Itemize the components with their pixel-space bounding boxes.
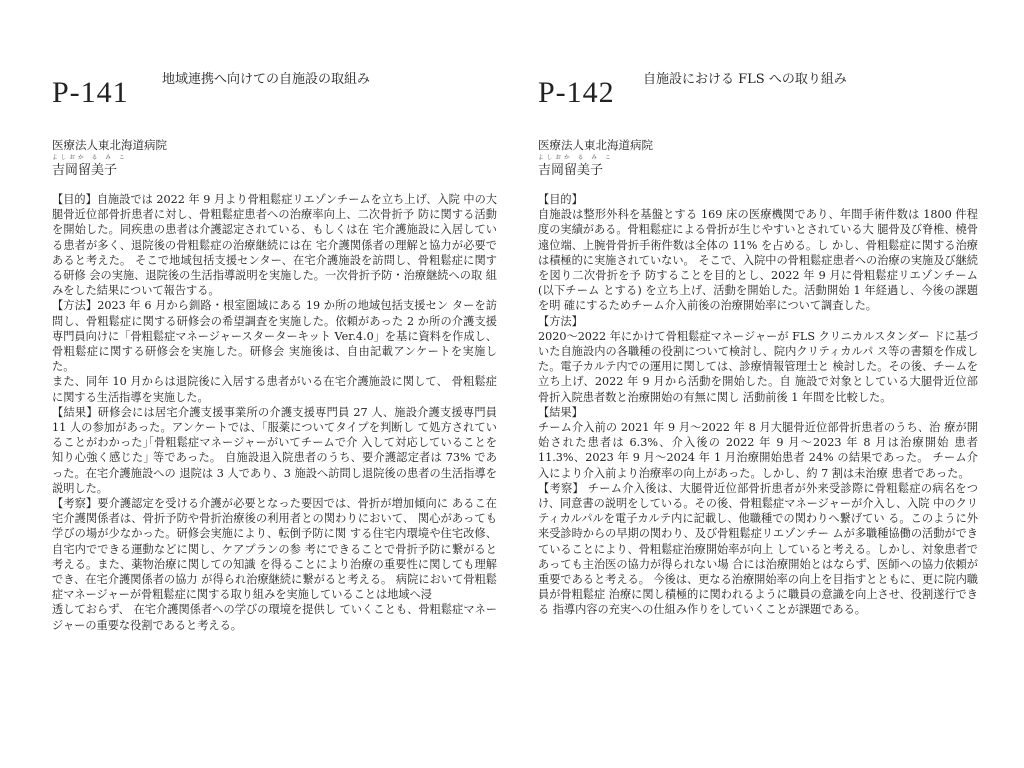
abstract-number: P-142 — [538, 76, 615, 109]
section-method-cont: また、同年 10 月からは退院後に入居する患者がいる在宅介護施設に関して、 骨粗鬆症に関する生活指導を実施した。 — [52, 375, 497, 404]
section-result: 【結果】研修会には居宅介護支援事業所の介護支援専門員 27 人、施設介護支援専門員 11 人の参加があった。アンケートでは、｢服薬についてタイプを判断し て処方されていることがわかった｣｢骨粗鬆症マネージャーがいてチームで介 入して対応していることを知り心強く感じた｣ 等であった。 自施設退入院患者のうち、要介護認定者は 73% であった。在宅介護施設への 退院は 3 人であり、3 施設へ訪問し退院後の患者の生活指導を説明した。 — [52, 405, 497, 495]
abstract-number: P-141 — [52, 76, 129, 109]
section-objective: 自施設は整形外科を基盤とする 169 床の医療機関であり、年間手術件数は 1800 件程度の実績がある。骨粗鬆症による骨折が生じやすいとされている大 腿骨及び脊椎、橈骨遠位端、上腕骨骨折手術件数は全体の 11% を占める。し かし、骨粗鬆症に関する治療は積極的に実施されていない。 そこで、入院中の骨粗鬆症患者への治療の実施及び継続を図り二次骨折を予 防することを目的とし、2022 年 9 月に骨粗鬆症リエゾンチーム (以下チーム とする) を立ち上げ、活動を開始した。活動開始 1 年経過し、今後の課題を明 確にするためチーム介入前後の治療開始率について調査した。 — [538, 208, 978, 313]
author-name: 吉岡留美子 — [52, 163, 118, 178]
abstract-p142 — [538, 0, 978, 768]
section-method: 【方法】2023 年 6 月から釧路・根室圏域にある 19 か所の地域包括支援セン ターを訪問し、骨粗鬆症に関する研修会の希望調査を実施した。依頼があった 2 か所の介護支援専門員向けに「骨粗鬆症マネージャースターターキット Ver.4.0」を基に資料を作成し、骨粗鬆症に関する研修会を実施した。研修会 実施後は、自由記載アンケートを実施した。 — [52, 299, 497, 374]
section-discussion-cont: 透しておらず、 在宅介護関係者への学びの環境を提供し ていくことも、骨粗鬆症マネージャーの重要な役割であると考える。 — [52, 603, 497, 632]
section-discussion: 【考察】要介護認定を受ける介護が必要となった要因では、骨折が増加傾向に あるこ在宅介護関係者は、骨折予防や骨折治療後の利用者との関わりにおいて、 関心があっても学びの場が少なかった。研修会実施により、転倒予防に関 する住宅内環境や住宅改修、自宅内でできる運動などに関し、ケアプランの参 考にできることで骨折予防に繋がると考える。また、薬物治療に関しての知識 を得ることにより治療の重要性に関しても理解でき、在宅介護関係者の協力 が得られ治療継続に繋がると考える。 病院において骨粗鬆症マネージャーが骨粗鬆症に関する取り組みを実施していることは地域へ浸 — [52, 497, 497, 602]
abstract-title: 地域連携へ向けての自施設の取組み — [162, 72, 371, 87]
section-objective: 【目的】自施設では 2022 年 9 月より骨粗鬆症リエゾンチームを立ち上げ、入院 中の大腿骨近位部骨折患者に対し、骨粗鬆症患者への治療率向上、二次骨折予 防に関する活動を開始した。同疾患の患者は介護認定されている、もしくは在 宅介護施設に入居している患者が多く、退院後の骨粗鬆症の治療継続には在 宅介護関係者の理解と協力が必要であると考えた。 そこで地域包括支援センター、在宅介護施設を訪問し、骨粗鬆症に関する研修 会の実施、退院後の生活指導説明を実施した。一次骨折予防・治療継続への取 組みをした結果について報告する。 — [52, 193, 497, 298]
author-ruby: よしおか る み こ — [538, 155, 614, 161]
affiliation: 医療法人東北海道病院 — [52, 138, 167, 152]
author-name: 吉岡留美子 — [538, 163, 604, 178]
section-result: チーム介入前の 2021 年 9 月〜2022 年 8 月大腿骨近位部骨折患者のうち、治 療が開始された患者は 6.3%、介入後の 2022 年 9 月〜2023 年 8 月は治療開始 患者 11.3%、2023 年 9 月〜2024 年 1 月治療開始患者 24% の結果であった。 チーム介入により介入前より治療率の向上があった。しかし、約 7 割は未治療 患者であった。 — [538, 421, 978, 480]
heading-result: 【結果】 — [538, 405, 583, 419]
abstract-p141 — [52, 0, 497, 768]
abstract-title: 自施設における FLS への取り組み — [643, 72, 847, 87]
abstract-body — [52, 192, 497, 633]
section-method: 2020〜2022 年にかけて骨粗鬆症マネージャーが FLS クリニカルスタンダー ドに基づいた自施設内の各職種の役割について検討し、院内クリティカルパ ス等の書類を作成した。電子カルテ内での運用に関しては、診療情報管理士と 検討した。その後、チームを立ち上げ、2022 年 9 月から活動を開始した。自 施設で対象としている大腿骨近位部骨折入院患者数と治療開始の有無に関し 活動前後 1 年間を比較した。 — [538, 329, 978, 404]
author-ruby: よしおか る み こ — [52, 155, 128, 161]
abstract-body — [538, 192, 978, 618]
heading-method: 【方法】 — [538, 314, 583, 328]
section-discussion: 【考察】 チーム介入後は、大腿骨近位部骨折患者が外来受診際に骨粗鬆症の病名をつ け、同意書の説明をしている。その後、骨粗鬆症マネージャーが介入し、入院 中のクリティカルパルを電子カルテ内に記載し、他職種での関わりへ繋げてい る。このように外来受診時からの早期の関わり、及び骨粗鬆症リエゾンチー ムが多職種協働の活動ができていることにより、骨粗鬆症治療開始率が向上 していると考える。しかし、対象患者であっても主治医の協力が得られない場 合には治療開始とはならず、医師への協力依頼が重要であると考える。 今後は、更なる治療開始率の向上を目指すとともに、更に院内職員が骨粗鬆症 治療に関し積極的に関われるように職員の意識を向上させ、役割遂行できる 指導内容の充実への仕組み作りをしていくことが課題である。 — [538, 481, 978, 617]
affiliation: 医療法人東北海道病院 — [538, 138, 653, 152]
heading-objective: 【目的】 — [538, 193, 583, 206]
